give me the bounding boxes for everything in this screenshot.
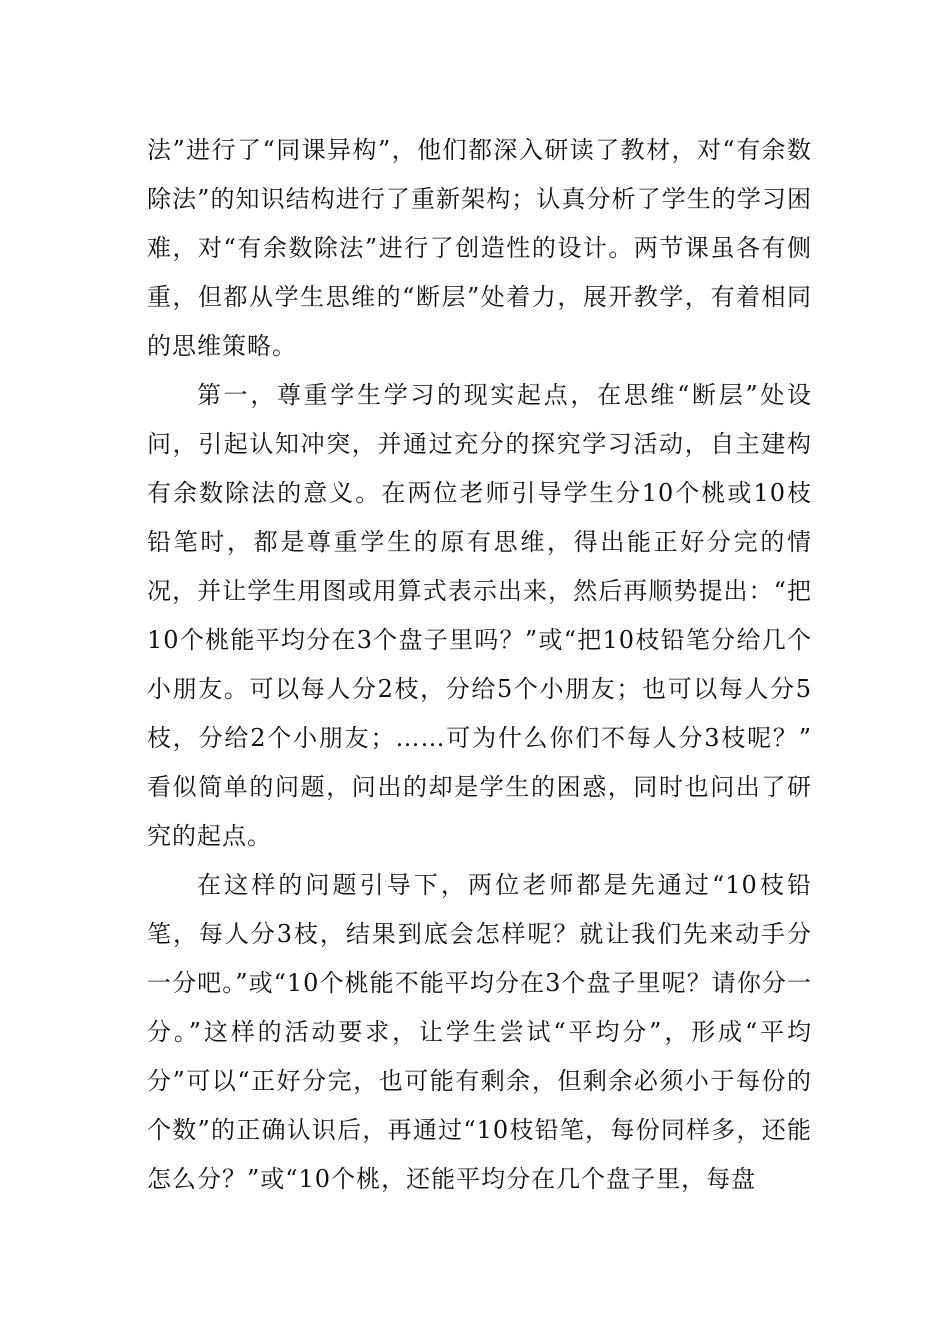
body-text	[147, 126, 812, 1204]
paragraph-activity: 在这样的问题引导下，两位老师都是先通过“10枝铅笔，每人分3枝，结果到底会怎样呢？就让我们先来动手分一分吧。”或“10个桃能不能平均分在3个盘子里呢？请你分一分。”这样的活动要求，让学生尝试“平均分”，形成“平均分”可以“正好分完，也可能有剩余，但剩余必须小于每份的个数”的正确认识后，再通过“10枝铅笔，每份同样多，还能怎么分？”或“10个桃，还能平均分在几个盘子里，每盘	[147, 871, 812, 1193]
paragraph-continuation: 法”进行了“同课异构”，他们都深入研读了教材，对“有余数除法”的知识结构进行了重新架构；认真分析了学生的学习困难，对“有余数除法”进行了创造性的设计。两节课虽各有侧重，但都从学生思维的“断层”处着力，展开教学，有着相同的思维策略。	[147, 136, 812, 360]
paragraph-first-point: 第一，尊重学生学习的现实起点，在思维“断层”处设问，引起认知冲突，并通过充分的探究学习活动，自主建构有余数除法的意义。在两位老师引导学生分10个桃或10枝铅笔时，都是尊重学生的原有思维，得出能正好分完的情况，并让学生用图或用算式表示出来，然后再顺势提出：“把10个桃能平均分在3个盘子里吗？”或“把10枝铅笔分给几个小朋友。可以每人分2枝，分给5个小朋友；也可以每人分5枝，分给2个小朋友；……可为什么你们不每人分3枝呢？” 看似简单的问题，问出的却是学生的困惑，同时也问出了研究的起点。	[147, 381, 812, 850]
